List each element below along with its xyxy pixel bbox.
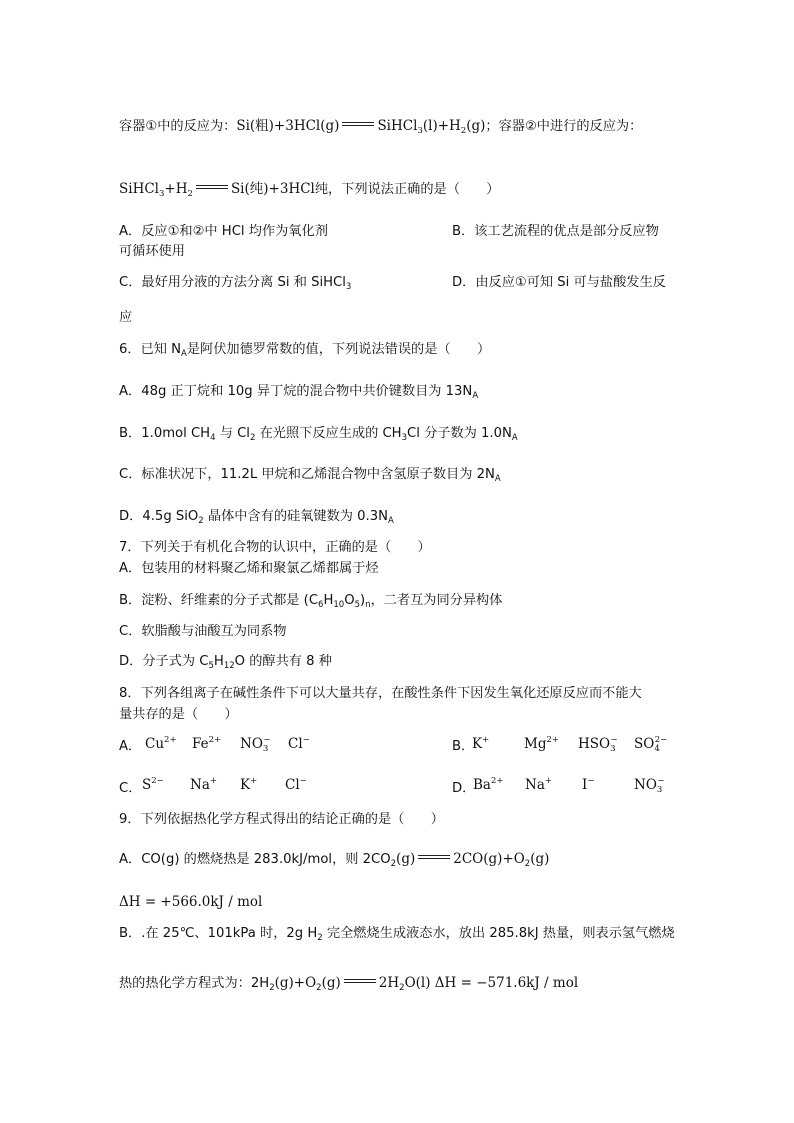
q8-d-ion-2: Na+: [525, 776, 552, 793]
q9-option-a: A．CO(g) 的燃烧热是 283.0kJ/mol，则 $2CO_2(g)$ $2CO(g)+O_2(g)$: [119, 851, 550, 869]
q8-c-ion-4: Cl−: [285, 776, 307, 793]
q5-line1: 容器①中的反应为：Si(粗)+3HCl(g) $SiHCl_3(l)+H_2(g)$；容器②中进行的反应为：: [119, 118, 643, 136]
q8-option-a-label: A．: [119, 739, 142, 754]
equals-sign: [196, 185, 228, 189]
q6-stem: 6．已知 $N_A$是阿伏加德罗常数的值，下列说法错误的是（ ）: [119, 342, 491, 359]
q7-option-b: B．淀粉、纤维素的分子式都是 $(C_6H_{10}O_5)_n$，二者互为同分异构体: [119, 593, 503, 610]
q8-stem-1: 8．下列各组离子在碱性条件下可以大量共存，在酸性条件下因发生氧化还原反应而不能大: [119, 686, 642, 701]
q6-option-b: B．1.0mol $CH_4$ 与 $Cl_2$ 在光照下反应生成的 $CH_3Cl$ 分子数为 $1.0N_A$: [119, 426, 518, 443]
q8-c-ion-2: Na+: [190, 776, 217, 793]
q5-option-b: B．该工艺流程的优点是部分反应物: [452, 224, 659, 239]
q8-b-ion-1: K+: [472, 735, 490, 752]
q9-option-a-dh: ΔH = +566.0kJ / mol: [119, 894, 263, 910]
q8-c-ion-3: K+: [240, 776, 258, 793]
q8-d-ion-1: $Ba^{2+}$: [473, 776, 504, 793]
q8-option-d-label: D．: [452, 781, 476, 796]
q8-a-ion-3: $NO_3^-$: [240, 735, 271, 754]
q8-a-ion-4: Cl−: [288, 735, 310, 752]
q5-option-a: A．反应①和②中 HCl 均作为氧化剂: [119, 224, 328, 239]
q8-option-b-label: B．: [452, 739, 475, 754]
q8-a-ion-2: $Fe^{2+}$: [192, 735, 222, 752]
q8-b-ion-3: $HSO_3^-$: [578, 735, 618, 754]
q9-option-b-cont: 热的热化学方程式为：$2H_2(g)+O_2(g)$ $2H_2O(l) \Delta H = -571.6kJ$ / mol: [119, 975, 579, 993]
q8-d-ion-4: $NO_3^-$: [634, 776, 665, 795]
q8-b-ion-4: $SO_4^{2-}$: [634, 735, 668, 754]
q8-c-ion-1: $S^{2-}$: [142, 776, 164, 793]
q7-option-a: A．包装用的材料聚乙烯和聚氯乙烯都属于烃: [119, 561, 379, 576]
q7-stem: 7．下列关于有机化合物的认识中，正确的是（ ）: [119, 540, 431, 555]
q5-option-b-cont: 可循环使用: [119, 244, 185, 259]
q8-d-ion-3: I−: [582, 776, 595, 793]
q7-option-c: C．软脂酸与油酸互为同系物: [119, 624, 287, 639]
q6-option-a: A．48g 正丁烷和 10g 异丁烷的混合物中共价键数目为 $13N_A$: [119, 384, 479, 401]
q8-option-c-label: C．: [119, 781, 142, 796]
q8-b-ion-2: $Mg^{2+}$: [524, 735, 559, 752]
equals-sign: [342, 122, 374, 126]
q8-a-ion-1: $Cu^{2+}$: [145, 735, 177, 752]
q8-stem-2: 量共存的是（ ）: [119, 707, 238, 722]
q5-option-d: D．由反应①可知 Si 可与盐酸发生反: [452, 275, 666, 290]
q9-stem: 9．下列依据热化学方程式得出的结论正确的是（ ）: [119, 812, 444, 827]
q5-line2: $SiHCl_3+H_2$ Si(纯)+3HCl纯，下列说法正确的是（ ）: [119, 181, 500, 199]
q5-option-d-cont: 应: [119, 310, 133, 325]
q6-option-d: D．4.5g SiO$_2$ 晶体中含有的硅氧键数为 $0.3N_A$: [119, 509, 394, 526]
equals-sign: [344, 979, 376, 983]
equals-sign: [418, 855, 450, 859]
q5-option-c: C．最好用分液的方法分离 Si 和 SiHCl$_3$: [119, 275, 352, 292]
q9-option-b: B．.在 25℃、101kPa 时，2g $H_2$ 完全燃烧生成液态水，放出 285.8kJ 热量，则表示氢气燃烧: [119, 926, 675, 943]
q7-option-d: D．分子式为 $C_5H_{12}O$ 的醇共有 8 种: [119, 654, 332, 671]
q6-option-c: C．标准状况下，11.2L 甲烷和乙烯混合物中含氢原子数目为 $2N_A$: [119, 467, 501, 484]
